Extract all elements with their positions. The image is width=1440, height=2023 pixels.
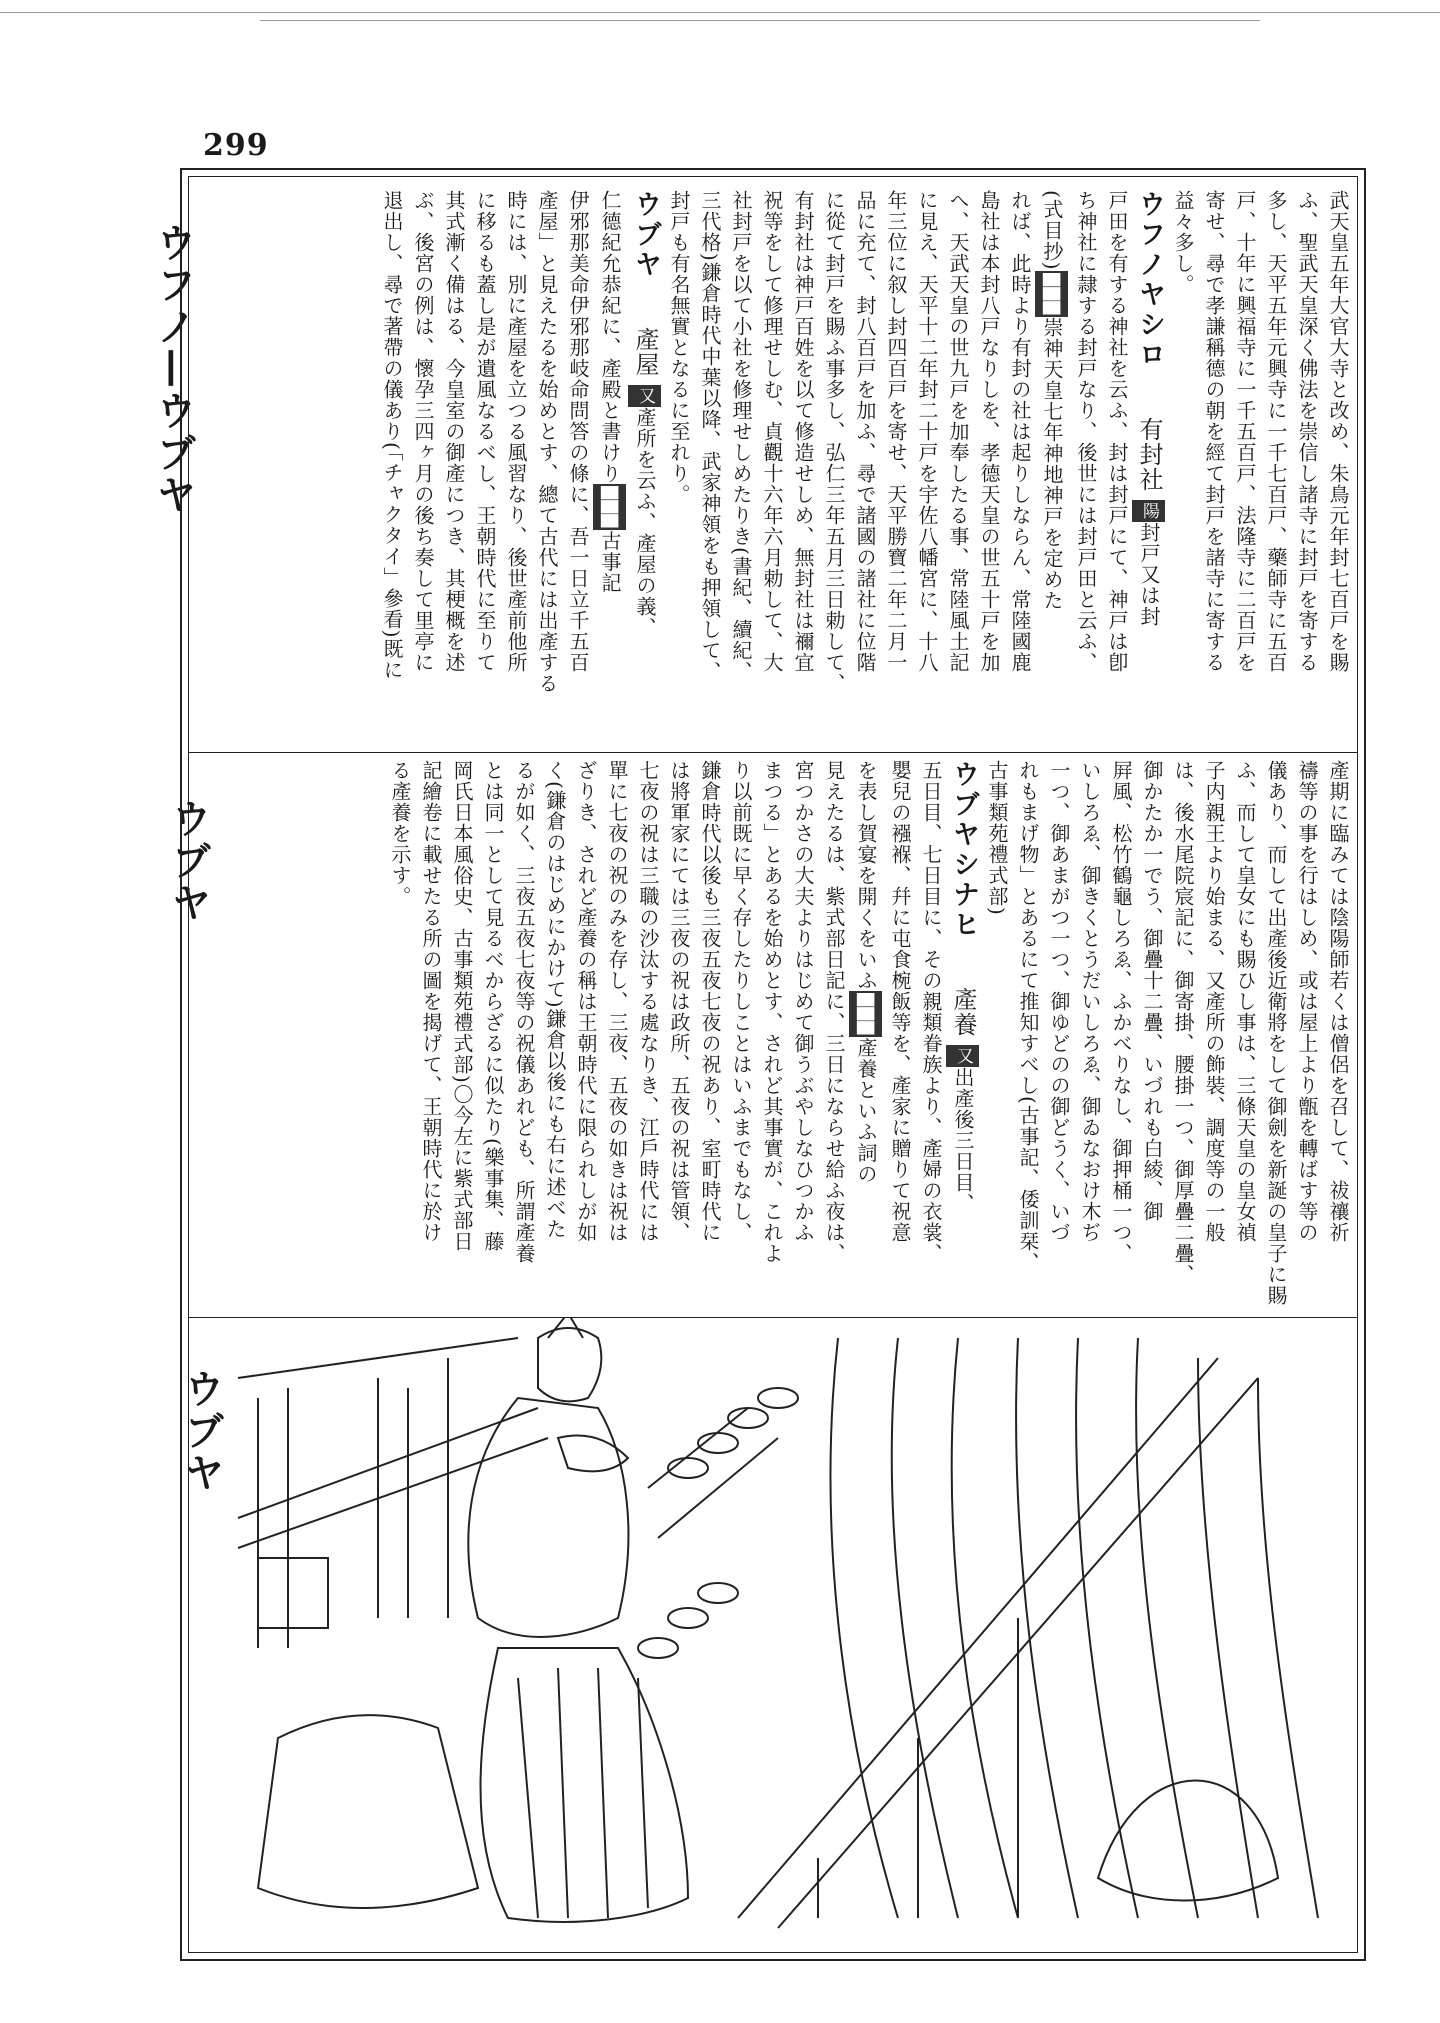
text-line: 益々多し。 [1171,190,1195,295]
text-line: 岡氏日本風俗史、古事類苑禮式部)〇今左に紫式部日 [450,760,474,1252]
text-line: 一つ、御あまがつ一つ、御ゆどのの御どうく、いづ [1047,760,1071,1243]
text-line: く(鎌倉のはじめにかけて)鎌倉以後にも右に述べた [543,760,567,1240]
food-bowl [758,1388,798,1408]
scan-edge-line [0,12,1440,13]
kimono-folds [518,1668,648,1918]
text-line: 七夜の祝は三職の沙汰する處なりき、江戶時代には [636,760,660,1243]
text-line: り以前既に早く存したりしことはいふまでもなし、 [729,760,753,1243]
text-line: に見え、天平十二年封二十戸を宇佐八幡宮に、十八 [915,190,939,673]
head-outline [538,1328,601,1401]
entry-tag: 又 [628,385,661,407]
text-line: を表し賀宴を開くをいふ [854,760,878,991]
food-bowl [638,1638,678,1658]
text-line: 有封社は神戸百姓を以て修造せしめ、無封社は禰宜 [791,190,815,673]
entry-subheading: 有封社 [1135,417,1163,493]
text-line: 武天皇五年大官大寺と改め、朱鳥元年封七百戸を賜 [1326,190,1350,673]
text-line: ざりき、されど產養の稱は王朝時代に限られしが如 [574,760,598,1243]
side-label-middle: ウブヤ [165,798,212,924]
text-line: 鎌倉時代以後も三夜五夜七夜の祝あり、室町時代に [698,760,722,1243]
entry-tag: 又 [946,1045,979,1067]
entry-heading-line [628,190,663,750]
text-line: ふ、而して皇女にも賜ひし事は、三條天皇の皇女禎 [1233,760,1257,1243]
food-bowl [668,1608,708,1628]
text-line: るが如く、三夜五夜七夜等の祝儀あれども、所謂產養 [512,760,536,1264]
text-line: 島社は本封八戸なりしを、孝德天皇の世五十戸を加 [977,190,1001,673]
text-line: 三代格)鎌倉時代中葉以降、武家神領をも押領して、 [698,190,722,682]
text-line: 社封戸を以て小社を修理せしめたりき(書紀、續紀、 [729,190,753,682]
text-line: 封戸も有名無實となるに至れり。 [667,190,691,505]
text-line: 仁德紀允恭紀に、產殿と書けり [598,190,622,484]
entry-heading: ウブヤ [630,190,661,280]
text-line: ふ、聖武天皇深く佛法を崇信し諸寺に封戸を寄する [1295,190,1319,673]
text-line-mixed [593,190,628,750]
text-line: る產養を示す。 [388,760,412,907]
source-tag: ▇▇▇ [849,991,882,1037]
text-line: 戸田を有する神社を云ふ、封は封戸にて、神戸は卽 [1105,190,1129,673]
text-line: 單に七夜の祝のみを存し、三夜、五夜の如きは祝は [605,760,629,1243]
text-line: は、後水尾院宸記に、御寄掛、腰掛一つ、御厚疊二疊、 [1171,760,1195,1285]
source-tag: ▇▇▇ [1035,271,1068,317]
text-line: 封戸又は封 [1137,521,1161,627]
text-line: れもまげ物」とあるにて推知すべし(古事記、倭訓栞、 [1016,760,1040,1273]
upper-section [376,190,1353,750]
entry-heading-line [946,760,981,1320]
text-line-mixed [1035,190,1070,750]
text-line-mixed [849,760,884,1320]
text-line: いしろゑ、御きくとうだいしろゑ、御ゐなおけ木ぢ [1078,760,1102,1243]
text-line: へ、天武天皇の世九戸を加奉したる事、常陸風土記 [946,190,970,673]
text-line: 祝等をして修理せしむ、貞觀十六年六月勅して、大 [760,190,784,673]
text-line: 嬰兒の襁褓、幷に屯食椀飯等を、產家に贈りて祝意 [888,760,912,1243]
text-line: 記繪卷に載せたる所の圖を揭げて、王朝時代に於け [419,760,443,1243]
text-line: 產屋」と見えたるを始めとす、總て古代には出產する [535,190,559,694]
text-line: に移るも蓋し是が遺風なるべし、王朝時代に至りて [473,190,497,673]
text-line: 見えたるは、紫式部日記に、三日にならせ給ふ夜は、 [822,760,846,1264]
entry-subheading: 產屋 [631,327,659,378]
hanging-cloth [258,1558,328,1628]
text-line: 退出し、尋で著帶の儀あり(「チャクタイ」參看)既に [380,190,404,681]
text-line: 產養といふ詞の [854,1037,878,1185]
text-line: まつる」とあるを始めとす、されど其事實が、これよ [760,760,784,1264]
curtain-drape [1098,1781,1278,1901]
text-line: 產所を云ふ、產屋の義、 [633,406,657,638]
lower-section [384,760,1353,1320]
text-line: ぶ、後宮の例は、懷孕三四ヶ月の後ち奏して里亭に [411,190,435,673]
text-line: ち神社に隷する封戸なり、後世には封戸田と云ふ、 [1074,190,1098,673]
text-line: 伊邪那美命伊邪那岐命問答の條に、吾一日立千五百 [566,190,590,673]
text-line: 出產後三日目、 [951,1066,975,1214]
railing-posts [818,1618,1018,1918]
text-line: 屛風、松竹鶴龜しろゑ、ふかべりなし、御押桶一つ、 [1109,760,1133,1264]
food-bowl [698,1583,738,1603]
text-line: (式目抄) [1040,190,1064,271]
text-line: 產期に臨みては陰陽師若くは僧侶を召して、祓禳祈 [1326,760,1350,1243]
text-line: 御かたか一でう、御疊十二疊、いづれも白綾、御 [1140,760,1164,1222]
text-line: れば、此時より有封の社は起りしならん、常陸國鹿 [1008,190,1032,673]
section-divider [189,752,1357,753]
text-line: 年三位に叙し封四百戸を寄せ、天平勝寶二年二月一 [884,190,908,673]
beam-lines [238,1408,548,1548]
illustration-linework [238,1318,1318,1928]
text-line: 時には、別に產屋を立つる風習なり、後世產前他所 [504,190,528,673]
text-line: 其式漸く備はる、今皇室の御產につき、其梗概を述 [442,190,466,673]
side-label-top: ウフノ—ウブヤ [150,222,197,516]
text-line: に從て封戸を賜ふ事多し、弘仁三年五月三日勅して、 [822,190,846,694]
text-line: 子内親王より始まる、又產所の飾裝、調度等の一般 [1202,760,1226,1243]
screen-lines [378,1358,448,1618]
text-line: 古事類苑禮式部) [985,760,1009,916]
text-line: 品に充て、封八百戸を加ふ、尋で諸國の諸社に位階 [853,190,877,673]
text-line: とは同一として見るべからざるに似たり(樂事集、藤 [481,760,505,1252]
text-line: は將軍家にては三夜の祝は政所、五夜の祝は管領、 [667,760,691,1243]
text-line: 五日目、七日目に、その親類眷族より、產婦の衣裳、 [919,760,943,1264]
scan-edge-line [260,20,1260,21]
text-line: 寄せ、尋で孝謙稱德の朝を經て封戸を諸寺に寄する [1202,190,1226,673]
entry-heading: ウフノヤシロ [1134,190,1165,370]
text-line: 禱等の事を行はしめ、或は屋上より甑を轉ばす等の [1295,760,1319,1243]
kimono-outline [481,1648,689,1922]
source-tag: ▇▇▇ [593,484,626,530]
entry-tag: 陽 [1132,500,1165,522]
text-line: 戸、十年に興福寺に一千五百戸、法隆寺に二百戸を [1233,190,1257,673]
entry-heading: ウブヤシナヒ [948,760,979,940]
entry-subheading: 產養 [949,987,977,1038]
page-number: 299 [203,128,269,163]
side-label-bottom: ウブヤ [178,1368,225,1494]
text-line: 古事記 [598,530,622,594]
text-line: 多し、天平五年元興寺に一千七百戸、藥師寺に五百 [1264,190,1288,673]
curtain-folds [831,1338,1319,1918]
emaki-illustration [218,1318,1346,1936]
robe-outline [468,1398,628,1637]
text-line: 宮つかさの大夫よりはじめて御うぶやしなひつかふ [791,760,815,1243]
entry-heading-line [1132,190,1167,750]
text-line: 儀あり、而して出產後近衛將をして御劍を新誕の皇子に賜 [1264,760,1288,1306]
text-line: 崇神天皇七年神地神戸を定めた [1040,316,1064,611]
spread-robes [258,1715,478,1908]
